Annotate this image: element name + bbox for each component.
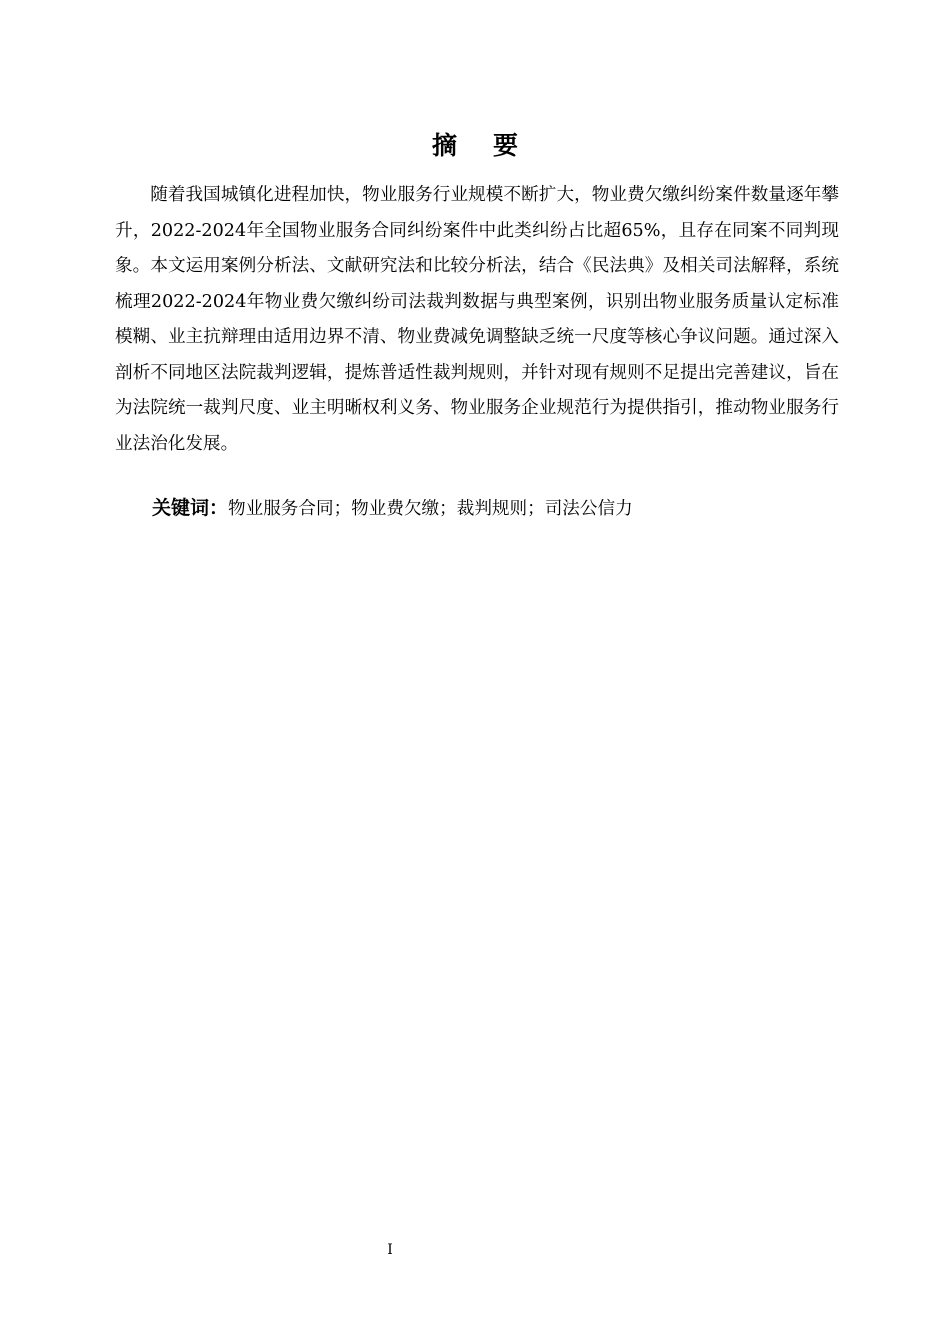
keywords-label: 关键词： [152, 497, 229, 519]
abstract-heading-part2: 要 [493, 131, 519, 160]
abstract-body: 随着我国城镇化进程加快，物业服务行业规模不断扩大，物业费欠缴纠纷案件数量逐年攀升，2022-2024年全国物业服务合同纠纷案件中此类纠纷占比超65%，且存在同案不同判现象。本文运用案例分析法、文献研究法和比较分析法，结合《民法典》及相关司法解释，系统梳理2022-2024年物业费欠缴纠纷司法裁判数据与典型案例，识别出物业服务质量认定标准模糊、业主抗辩理由适用边界不清、物业费减免调整缺乏统一尺度等核心争议问题。通过深入剖析不同地区法院裁判逻辑，提炼普适性裁判规则，并针对现有规则不足提出完善建议，旨在为法院统一裁判尺度、业主明晰权利义务、物业服务企业规范行为提供指引，推动物业服务行业法治化发展。 [115, 185, 839, 454]
keywords-line [152, 490, 852, 527]
abstract-heading [0, 128, 950, 164]
keywords-list: 物业服务合同；物业费欠缴；裁判规则；司法公信力 [228, 499, 633, 519]
abstract-heading-part1: 摘 [431, 131, 457, 160]
page-number: I [387, 1242, 393, 1258]
